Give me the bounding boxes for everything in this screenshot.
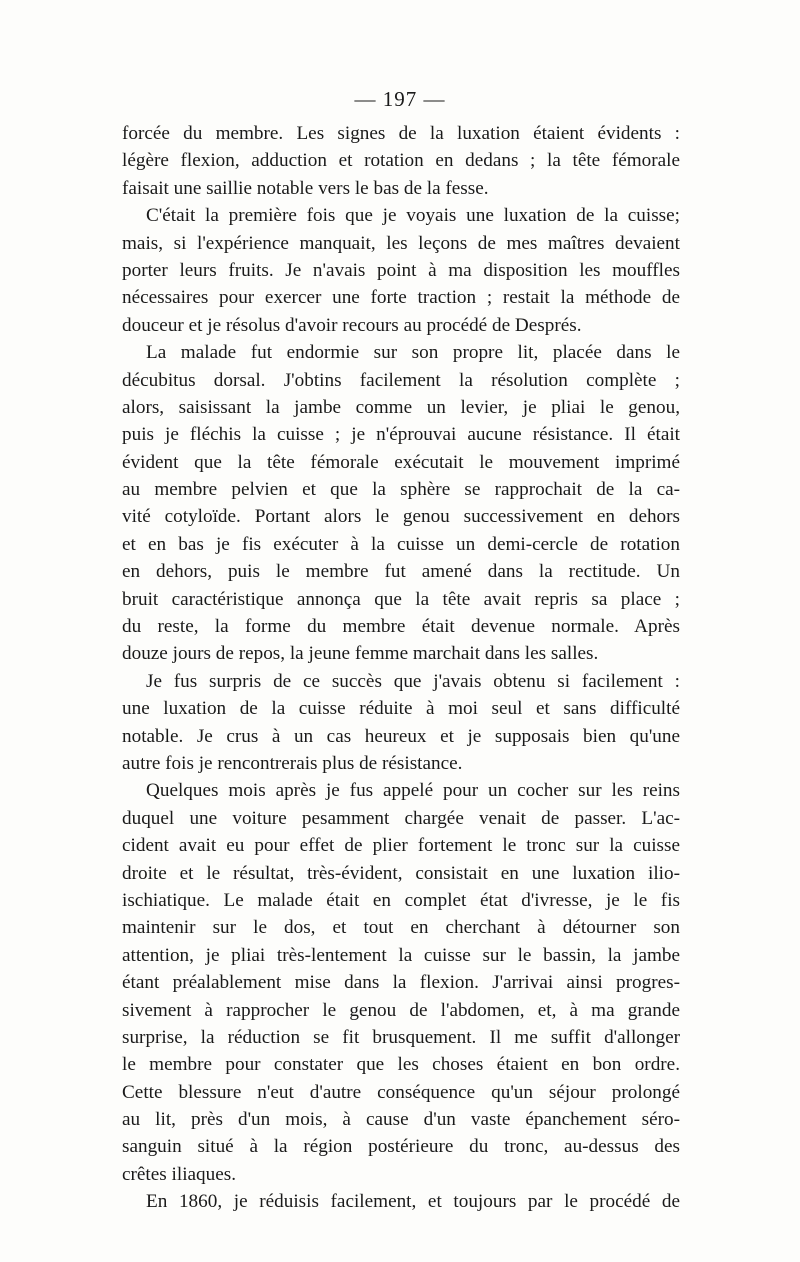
- text-line: vité cotyloïde. Portant alors le genou successivement en dehors: [122, 506, 680, 528]
- text-line: mais, si l'expérience manquait, les leçons de mes maîtres devaient: [122, 232, 680, 254]
- text-line: duquel une voiture pesamment chargée venait de passer. L'ac-: [122, 807, 680, 829]
- text-line: crêtes iliaques.: [122, 1163, 237, 1185]
- text-line: le membre pour constater que les choses étaient en bon ordre.: [122, 1054, 680, 1076]
- text-line: notable. Je crus à un cas heureux et je supposais bien qu'une: [122, 725, 680, 747]
- text-line: autre fois je rencontrerais plus de résistance.: [122, 752, 463, 774]
- text-line: forcée du membre. Les signes de la luxation étaient évidents :: [122, 123, 680, 144]
- text-line: au lit, près d'un mois, à cause d'un vaste épanchement séro-: [122, 1109, 680, 1131]
- text-line: puis je fléchis la cuisse ; je n'éprouvai aucune résistance. Il était: [122, 424, 680, 446]
- text-line: bruit caractéristique annonça que la tête avait repris sa place ;: [122, 588, 680, 610]
- text-line: une luxation de la cuisse réduite à moi seul et sans difficulté: [122, 698, 680, 720]
- text-line: C'était la première fois que je voyais une luxation de la cuisse;: [146, 205, 680, 227]
- text-line: du reste, la forme du membre était devenue normale. Après: [122, 616, 680, 638]
- text-line: en dehors, puis le membre fut amené dans la rectitude. Un: [122, 561, 680, 583]
- text-line: évident que la tête fémorale exécutait le mouvement imprimé: [122, 451, 680, 473]
- text-line: Je fus surpris de ce succès que j'avais obtenu si facilement :: [146, 670, 680, 692]
- page-number: — 197 —: [354, 87, 446, 111]
- text-line: légère flexion, adduction et rotation en dedans ; la tête fémorale: [122, 150, 680, 172]
- text-line: douceur et je résolus d'avoir recours au procédé de Després.: [122, 314, 582, 336]
- text-line: et en bas je fis exécuter à la cuisse un demi-cercle de rotation: [122, 533, 680, 555]
- text-line: attention, je pliai très-lentement la cuisse sur le bassin, la jambe: [122, 944, 680, 966]
- text-line: porter leurs fruits. Je n'avais point à ma disposition les mouffles: [122, 259, 680, 281]
- text-line: faisait une saillie notable vers le bas de la fesse.: [122, 177, 489, 199]
- text-line: nécessaires pour exercer une forte traction ; restait la méthode de: [122, 287, 680, 309]
- text-line: ischiatique. Le malade était en complet état d'ivresse, je le fis: [122, 889, 680, 911]
- text-line: alors, saisissant la jambe comme un levier, je pliai le genou,: [122, 396, 680, 418]
- text-line: cident avait eu pour effet de plier fortement le tronc sur la cuisse: [122, 835, 680, 857]
- body-text: [122, 120, 680, 1216]
- text-line: droite et le résultat, très-évident, consistait en une luxation ilio-: [122, 862, 680, 884]
- text-line: sivement à rapprocher le genou de l'abdomen, et, à ma grande: [122, 999, 680, 1021]
- text-line: Quelques mois après je fus appelé pour un cocher sur les reins: [146, 780, 680, 802]
- text-line: Cette blessure n'eut d'autre conséquence qu'un séjour prolongé: [122, 1081, 680, 1103]
- text-line: En 1860, je réduisis facilement, et toujours par le procédé de: [146, 1191, 680, 1213]
- text-line: décubitus dorsal. J'obtins facilement la résolution complète ;: [122, 369, 680, 391]
- text-line: La malade fut endormie sur son propre lit, placée dans le: [146, 342, 680, 364]
- text-line: sanguin situé à la région postérieure du tronc, au-dessus des: [122, 1136, 680, 1158]
- text-line: douze jours de repos, la jeune femme marchait dans les salles.: [122, 643, 599, 665]
- text-line: au membre pelvien et que la sphère se rapprochait de la ca-: [122, 479, 680, 501]
- text-line: surprise, la réduction se fit brusquement. Il me suffit d'allonger: [122, 1026, 680, 1048]
- text-line: étant préalablement mise dans la flexion. J'arrivai ainsi progres-: [122, 972, 680, 994]
- text-line: maintenir sur le dos, et tout en cherchant à détourner son: [122, 917, 680, 939]
